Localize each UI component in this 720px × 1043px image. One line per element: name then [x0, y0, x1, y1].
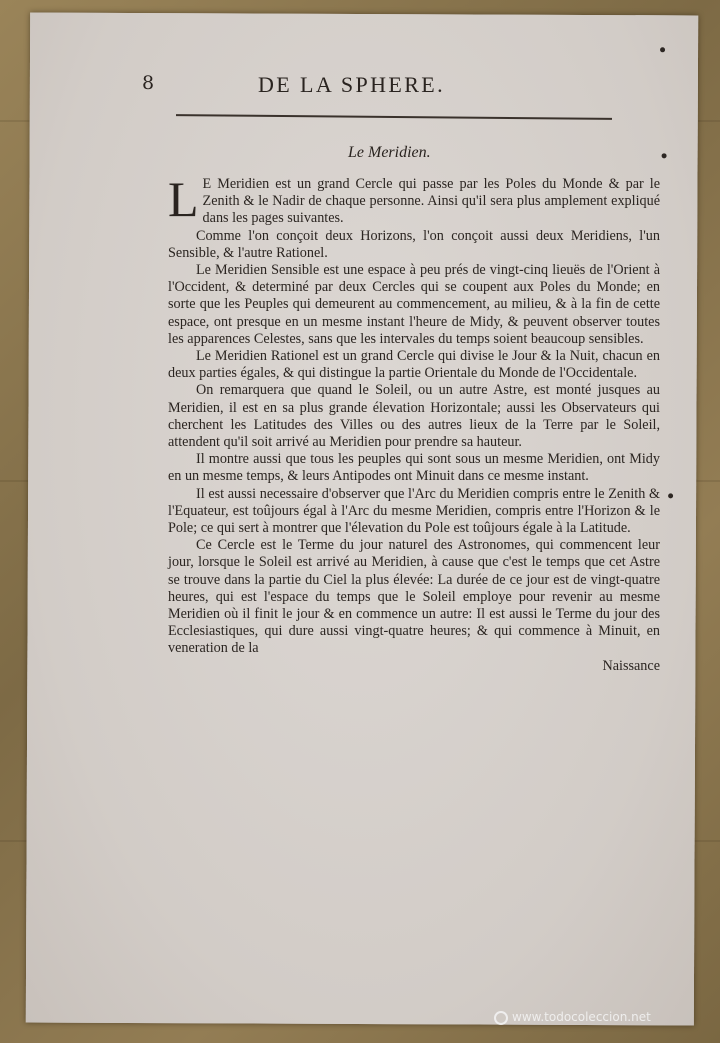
paragraph: [168, 171, 660, 228]
paragraph: Comme l'on conçoit deux Horizons, l'on conçoit aussi deux Meridiens, l'un Sensible, & l'autre Rationel.: [168, 227, 660, 261]
catchword: Naissance: [602, 657, 660, 674]
paragraph: Ce Cercle est le Terme du jour naturel des Astronomes, qui commencent leur jour, lorsque le Soleil est arrivé au Meridien, à cause que c'est le temps que cet Astre se trouve dans la partie du Ciel la plus élevée: La durée de ce jour est de vingt-quatre heures, qui est l'espace du temps que le Soleil employe pour revenir au mesme Meridien où il finit le jour & en commence un autre: Il est aussi le Terme du jour des Ecclesiastiques, qui dure aussi vingt-quatre heures; & qui commence à Minuit, en veneration de la: [168, 537, 660, 657]
body-text: [168, 171, 660, 675]
section-title: Le Meridien.: [348, 144, 431, 161]
binding-hole: [660, 47, 665, 52]
binding-hole: [668, 493, 673, 498]
running-head: DE LA SPHERE.: [258, 72, 446, 97]
page-number: 8: [142, 72, 155, 94]
page-header: [142, 70, 542, 110]
paragraph: Le Meridien Rationel est un grand Cercle qui divise le Jour & la Nuit, chacun en deux parties égales, & qui distingue la partie Orientale du Monde de l'Occidentale.: [168, 348, 660, 382]
watermark: [494, 1010, 651, 1025]
watermark-logo-icon: [494, 1011, 508, 1025]
paragraph: Il montre aussi que tous les peuples qui sont sous un mesme Meridien, ont Midy en un mesme temps, & leurs Antipodes ont Minuit dans ce mesme instant.: [168, 451, 660, 485]
watermark-text: www.todocoleccion.net: [512, 1010, 651, 1024]
paragraph-text: E Meridien est un grand Cercle qui passe par les Poles du Monde & par le Zenith & le Nadir de chaque personne. Ainsi qu'il sera plus amplement expliqué dans les pages suivantes.: [202, 176, 660, 227]
paragraph: On remarquera que quand le Soleil, ou un autre Astre, est monté jusques au Meridien, il est en sa plus grande élevation Horizontale; aussi les Observateurs qui cherchent les Latitudes des Villes ou des autres lieux de la Terre par le Soleil, attendent qu'il soit arrivé au Meridien pour prendre sa hauteur.: [168, 382, 660, 451]
binding-hole: [662, 153, 667, 158]
paragraph: Il est aussi necessaire d'observer que l'Arc du Meridien compris entre le Zenith & l'Equateur, est toûjours égal à l'Arc du mesme Meridien, compris entre l'Horizon & le Pole; ce qui sert à montrer que l'élevation du Pole est toûjours égale à la Latitude.: [168, 485, 660, 537]
paragraph: Le Meridien Sensible est une espace à peu prés de vingt-cinq lieuës de l'Orient à l'Occident, & determiné par deux Cercles qui se coupent aux Poles du Monde; en sorte que les Peuples qui demeurent au commencement, au milieu, & à la fin de cette espace, ont presque en un mesme instant l'heure de Midy, & peuvent observer toutes les apparences Celestes, sans que les intervales du temps soient beaucoup sensibles.: [168, 262, 660, 347]
drop-cap: L: [168, 171, 199, 227]
